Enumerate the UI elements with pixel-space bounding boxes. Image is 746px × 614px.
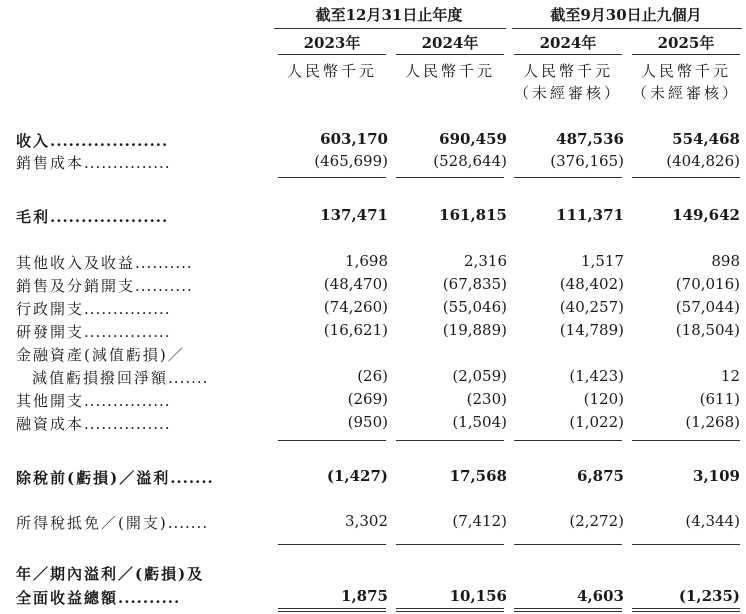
subtotal-rule xyxy=(514,177,622,178)
row-value: (2,059) xyxy=(452,367,507,385)
row-value: 1,698 xyxy=(345,252,388,270)
subtotal-rule xyxy=(396,440,504,441)
leader-dots: ................... xyxy=(50,132,169,150)
row-label-text: 除稅前(虧損)／溢利 xyxy=(16,469,171,487)
row-label xyxy=(16,563,204,584)
subtotal-rule xyxy=(278,544,386,545)
total-rule xyxy=(278,608,386,609)
row-value: (40,257) xyxy=(559,298,624,316)
total-rule xyxy=(396,611,504,612)
leader-dots: ............... xyxy=(84,392,171,410)
unaudited-label: （未經審核） xyxy=(513,84,622,102)
leader-dots: .......... xyxy=(135,254,193,272)
row-value: (16,621) xyxy=(323,321,388,339)
row-label-text: 金融資產(減值虧損)／ xyxy=(16,346,185,364)
row-label xyxy=(16,130,168,151)
row-value: 4,603 xyxy=(577,587,624,605)
row-value: (1,235) xyxy=(678,587,740,605)
table-row xyxy=(0,152,746,174)
row-label-text: 年／期內溢利／(虧損)及 xyxy=(16,565,205,583)
total-rule xyxy=(632,608,740,609)
row-value: 2,316 xyxy=(464,252,507,270)
row-label xyxy=(16,252,193,273)
row-label-text: 所得稅抵免／(開支) xyxy=(16,514,168,532)
row-value: 487,536 xyxy=(556,130,624,148)
row-value: 1,517 xyxy=(581,252,624,270)
currency-label: 人民幣千元 xyxy=(404,62,495,80)
year-rule xyxy=(632,54,740,55)
row-label xyxy=(16,512,208,533)
row-label xyxy=(16,344,185,365)
row-value: (1,268) xyxy=(685,413,740,431)
table-row xyxy=(0,587,746,609)
year-2024: 2024年 xyxy=(421,34,479,52)
row-value: (528,644) xyxy=(433,152,507,170)
row-value: 603,170 xyxy=(320,130,388,148)
table-row xyxy=(0,344,746,366)
row-value: (2,272) xyxy=(569,512,624,530)
row-value: (55,046) xyxy=(442,298,507,316)
row-label-text: 研發開支 xyxy=(16,323,85,341)
row-label xyxy=(16,152,171,173)
subtotal-rule xyxy=(396,544,504,545)
row-label xyxy=(16,321,171,342)
row-value: (26) xyxy=(357,367,388,385)
row-label-text: 融資成本 xyxy=(16,415,85,433)
row-value: (18,504) xyxy=(675,321,740,339)
row-value: (14,789) xyxy=(559,321,624,339)
total-rule xyxy=(514,608,622,609)
row-label xyxy=(16,587,180,608)
row-value: 3,109 xyxy=(693,467,740,485)
subtotal-rule xyxy=(278,177,386,178)
leader-dots: .......... xyxy=(135,277,193,295)
total-rule xyxy=(632,611,740,612)
period-header-annual: 截至12月31日止年度 xyxy=(315,6,463,24)
row-label-text: 減值虧損撥回淨額 xyxy=(32,369,169,387)
row-value: (1,022) xyxy=(569,413,624,431)
leader-dots: ............... xyxy=(84,415,171,433)
row-value: (230) xyxy=(466,390,507,408)
row-value: 690,459 xyxy=(439,130,507,148)
year-rule xyxy=(396,54,504,55)
row-label xyxy=(16,413,171,434)
row-label-text: 其他收入及收益 xyxy=(16,254,136,272)
row-value: 3,302 xyxy=(345,512,388,530)
table-row xyxy=(0,390,746,412)
year-2024-nine: 2024年 xyxy=(539,34,597,52)
row-value: (67,835) xyxy=(442,275,507,293)
row-value: 161,815 xyxy=(439,206,507,224)
table-row xyxy=(0,321,746,343)
row-value: 898 xyxy=(711,252,740,270)
table-row xyxy=(0,252,746,274)
total-rule xyxy=(396,608,504,609)
table-row xyxy=(0,298,746,320)
leader-dots: ............... xyxy=(84,300,171,318)
row-value: 554,468 xyxy=(672,130,740,148)
header-rule-annual xyxy=(274,28,506,29)
subtotal-rule xyxy=(632,177,740,178)
row-value: (120) xyxy=(583,390,624,408)
leader-dots: ............... xyxy=(84,323,171,341)
table-row xyxy=(0,206,746,228)
row-value: 137,471 xyxy=(320,206,388,224)
row-value: 149,642 xyxy=(672,206,740,224)
header-rule-ninemonths xyxy=(512,28,742,29)
year-2023: 2023年 xyxy=(303,34,361,52)
row-label xyxy=(32,367,208,388)
row-value: (19,889) xyxy=(442,321,507,339)
row-value: 111,371 xyxy=(556,206,624,224)
leader-dots: .......... xyxy=(118,589,181,607)
row-label xyxy=(16,206,168,227)
subtotal-rule xyxy=(514,440,622,441)
row-value: (57,044) xyxy=(675,298,740,316)
row-value: 6,875 xyxy=(577,467,624,485)
row-label-text: 其他開支 xyxy=(16,392,85,410)
unaudited-label: （未經審核） xyxy=(631,84,740,102)
subtotal-rule xyxy=(278,440,386,441)
table-row xyxy=(0,512,746,534)
currency-label: 人民幣千元 xyxy=(286,62,377,80)
row-value: 10,156 xyxy=(449,587,507,605)
year-2025-nine: 2025年 xyxy=(657,34,715,52)
row-value: (465,699) xyxy=(314,152,388,170)
row-label-text: 行政開支 xyxy=(16,300,85,318)
row-label-text: 銷售成本 xyxy=(16,154,85,172)
row-value: 1,875 xyxy=(341,587,388,605)
table-row xyxy=(0,467,746,489)
leader-dots: ............... xyxy=(84,154,171,172)
row-value: (4,344) xyxy=(685,512,740,530)
table-row xyxy=(0,563,746,585)
row-label xyxy=(16,275,193,296)
table-row xyxy=(0,367,746,389)
table-row xyxy=(0,413,746,435)
currency-label: 人民幣千元 xyxy=(522,62,613,80)
row-value: (7,412) xyxy=(452,512,507,530)
year-rule xyxy=(514,54,622,55)
leader-dots: ....... xyxy=(168,369,209,387)
row-value: (269) xyxy=(347,390,388,408)
subtotal-rule xyxy=(514,544,622,545)
row-value: (1,504) xyxy=(452,413,507,431)
subtotal-rule xyxy=(632,440,740,441)
row-value: (1,423) xyxy=(569,367,624,385)
row-value: (48,470) xyxy=(323,275,388,293)
row-label xyxy=(16,467,214,488)
table-row xyxy=(0,275,746,297)
row-value: (404,826) xyxy=(666,152,740,170)
row-label-text: 全面收益總額 xyxy=(16,589,119,607)
total-rule xyxy=(278,611,386,612)
currency-label: 人民幣千元 xyxy=(640,62,731,80)
row-label-text: 收入 xyxy=(16,132,51,150)
row-value: (611) xyxy=(699,390,740,408)
row-value: (376,165) xyxy=(550,152,624,170)
row-value: (74,260) xyxy=(323,298,388,316)
row-label xyxy=(16,390,171,411)
leader-dots: ....... xyxy=(170,469,214,487)
leader-dots: ................... xyxy=(50,208,169,226)
row-label-text: 銷售及分銷開支 xyxy=(16,277,136,295)
subtotal-rule xyxy=(632,544,740,545)
row-label xyxy=(16,298,171,319)
year-rule xyxy=(278,54,386,55)
period-header-ninemonths: 截至9月30日止九個月 xyxy=(550,6,702,24)
subtotal-rule xyxy=(396,177,504,178)
row-value: (48,402) xyxy=(559,275,624,293)
row-label-text: 毛利 xyxy=(16,208,51,226)
row-value: 17,568 xyxy=(449,467,507,485)
table-row xyxy=(0,130,746,152)
row-value: 12 xyxy=(720,367,740,385)
leader-dots: ....... xyxy=(167,514,209,532)
row-value: (70,016) xyxy=(675,275,740,293)
total-rule xyxy=(514,611,622,612)
row-value: (1,427) xyxy=(326,467,388,485)
row-value: (950) xyxy=(347,413,388,431)
